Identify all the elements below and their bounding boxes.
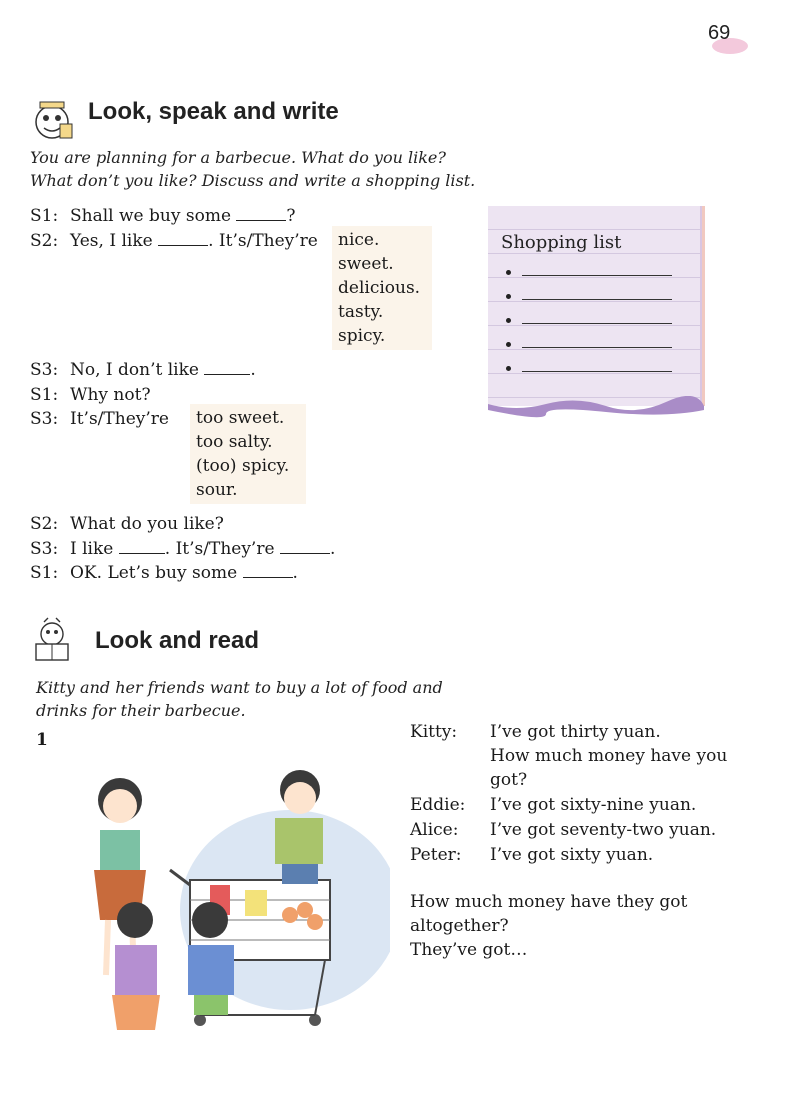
- line-text: .: [329, 539, 336, 559]
- question: [410, 890, 687, 962]
- option: (too) spicy.: [196, 456, 290, 476]
- line-text: No, I don’t like: [70, 360, 199, 380]
- line-text: What do you like?: [70, 514, 224, 534]
- write-line[interactable]: [522, 323, 672, 324]
- speaker-label: S3:: [30, 539, 59, 559]
- line-text: OK. Let’s buy some: [70, 563, 238, 583]
- bullet: [506, 270, 511, 275]
- torn-edge: [486, 396, 706, 422]
- line-text: ?: [286, 206, 296, 226]
- speaker-label: S1:: [30, 385, 59, 405]
- blank: [236, 206, 286, 221]
- kitty-lines: [490, 720, 727, 792]
- instruction-line: Kitty and her friends want to buy a lot of food and: [36, 678, 443, 697]
- option: spicy.: [338, 326, 386, 346]
- question-line: altogether?: [410, 916, 509, 936]
- dialog-line: [30, 204, 296, 228]
- alice-speaker: Alice:: [410, 820, 459, 840]
- reading-mascot-icon: [30, 616, 74, 664]
- line-text: Why not?: [70, 385, 151, 405]
- blank: [280, 539, 330, 554]
- instructions: [36, 676, 443, 722]
- blank: [204, 360, 250, 375]
- option: nice.: [338, 230, 380, 250]
- dialog-text: I’ve got sixty yuan.: [490, 845, 654, 865]
- instruction-line: What don’t you like? Discuss and write a shopping list.: [30, 171, 476, 190]
- line-text: Yes, I like: [70, 231, 153, 251]
- write-line[interactable]: [522, 371, 672, 372]
- option: tasty.: [338, 302, 384, 322]
- dialog-line: [30, 407, 169, 431]
- dialog-line: [30, 537, 335, 561]
- peter-speaker: Peter:: [410, 845, 462, 865]
- blank: [243, 563, 293, 578]
- option: delicious.: [338, 278, 421, 298]
- eddie-speaker: Eddie:: [410, 795, 466, 815]
- blank: [119, 539, 165, 554]
- write-line[interactable]: [522, 275, 672, 276]
- dialog-text: I’ve got sixty-nine yuan.: [490, 795, 697, 815]
- bullet: [506, 294, 511, 299]
- instruction-line: drinks for their barbecue.: [36, 701, 246, 720]
- question-line: How much money have they got: [410, 892, 688, 912]
- line-text: I like: [70, 539, 114, 559]
- shopping-cart-illustration: [60, 760, 390, 1040]
- section-title: Look, speak and write: [88, 98, 339, 125]
- dialog-line: [30, 383, 151, 407]
- mascot-icon: [28, 96, 76, 144]
- instruction-line: You are planning for a barbecue. What do you like?: [30, 148, 446, 167]
- dialog-text: How much money have you: [490, 746, 728, 766]
- line-text: . It’s/They’re: [164, 539, 275, 559]
- write-line[interactable]: [522, 299, 672, 300]
- option: sweet.: [338, 254, 394, 274]
- line-text: . It’s/They’re: [208, 231, 318, 251]
- kitty-speaker: Kitty:: [410, 722, 458, 742]
- dialog-line: [30, 512, 224, 536]
- speaker-label: S3:: [30, 360, 59, 380]
- speaker-label: S1:: [30, 563, 59, 583]
- section-title: Look and read: [95, 627, 260, 654]
- bullet: [506, 318, 511, 323]
- item-number: 1: [36, 730, 48, 750]
- like-options-box: [332, 226, 432, 350]
- question-line: They’ve got…: [410, 940, 528, 960]
- dialog-text: I’ve got thirty yuan.: [490, 722, 661, 742]
- dislike-options-box: [190, 404, 306, 504]
- speaker-label: S2:: [30, 514, 59, 534]
- write-line[interactable]: [522, 347, 672, 348]
- line-text: Shall we buy some: [70, 206, 232, 226]
- dialog-line: [30, 229, 318, 253]
- dialog-text: got?: [490, 770, 528, 790]
- speaker-label: S1:: [30, 206, 59, 226]
- dialog-text: I’ve got seventy-two yuan.: [490, 820, 717, 840]
- page-number: 69: [708, 22, 731, 44]
- line-text: It’s/They’re: [70, 409, 169, 429]
- option: too salty.: [196, 432, 273, 452]
- bullet: [506, 342, 511, 347]
- option: sour.: [196, 480, 238, 500]
- line-text: .: [292, 563, 298, 583]
- speaker-label: S3:: [30, 409, 59, 429]
- instructions: [30, 146, 475, 192]
- option: too sweet.: [196, 408, 285, 428]
- bullet: [506, 366, 511, 371]
- shopping-list-title: Shopping list: [501, 232, 622, 253]
- blank: [158, 231, 208, 246]
- dialog-line: [30, 561, 298, 585]
- line-text: .: [250, 360, 256, 380]
- dialog-line: [30, 358, 256, 382]
- speaker-label: S2:: [30, 231, 59, 251]
